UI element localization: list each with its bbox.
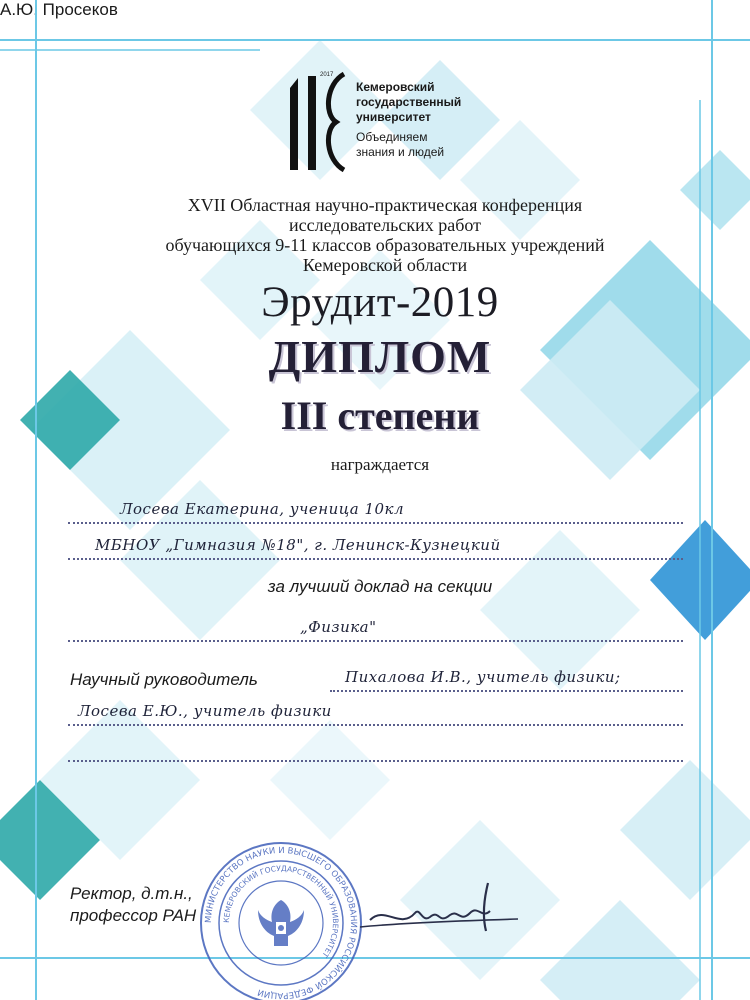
recipient-line-2: МБНОУ „Гимназия №18", г. Ленинск-Кузнецкий — [95, 536, 501, 554]
conference-heading — [60, 195, 710, 275]
diploma-title: ДИПЛОМ — [268, 331, 492, 382]
event-title: Эрудит-2019 — [261, 279, 499, 326]
diploma-degree: III степени — [280, 393, 480, 438]
bg-diamond — [540, 900, 700, 1000]
supervisor-line-2: Лосева Е.Ю., учитель физики — [78, 702, 332, 720]
dotted-line — [330, 690, 683, 692]
logo-year: 2017 — [320, 72, 334, 78]
dotted-line — [68, 522, 683, 524]
rector-title-line: Ректор, д.т.н., — [70, 884, 193, 903]
seal-inner-text: КЕМЕРОВСКИЙ ГОСУДАРСТВЕННЫЙ УНИВЕРСИТЕТ — [221, 863, 341, 960]
university-logo-mark — [286, 70, 354, 174]
university-slogan — [356, 130, 444, 160]
bg-diamond — [480, 530, 640, 690]
university-logo — [286, 70, 466, 180]
slogan-line: Объединяем — [356, 130, 428, 144]
heading-line: обучающихся 9-11 классов образовательных учреждений — [165, 235, 605, 255]
dotted-line — [68, 558, 683, 560]
awarded-label: награждается — [330, 455, 430, 474]
university-name-line: университет — [356, 110, 431, 124]
dotted-line — [68, 760, 683, 762]
university-name-line: государственный — [356, 95, 462, 109]
bg-diamond — [270, 720, 390, 840]
report-label: за лучший доклад на секции — [267, 577, 493, 596]
seal-outer-text: МИНИСТЕРСТВО НАУКИ И ВЫСШЕГО ОБРАЗОВАНИЯ РОССИЙСКОЙ ФЕДЕРАЦИИ — [203, 845, 359, 1000]
dotted-line — [68, 724, 683, 726]
rector-title-line: профессор РАН — [70, 906, 197, 925]
rector-signature — [360, 875, 520, 945]
section-name: „Физика" — [300, 618, 377, 636]
supervisor-label: Научный руководитель — [70, 670, 258, 689]
university-seal — [196, 838, 366, 1000]
heading-line: XVII Областная научно-практическая конференция — [187, 195, 583, 215]
university-name-line: Кемеровский — [356, 80, 435, 94]
rector-name: А.Ю. Просеков — [0, 0, 118, 19]
heading-line: Кемеровской области — [302, 255, 468, 275]
university-name — [356, 80, 461, 125]
heading-line: исследовательских работ — [289, 215, 481, 235]
bg-diamond — [620, 760, 750, 900]
supervisor-line-1: Пихалова И.В., учитель физики; — [345, 668, 621, 686]
recipient-line-1: Лосева Екатерина, ученица 10кл — [120, 500, 405, 518]
eagle-emblem-icon — [258, 900, 304, 946]
dotted-line — [68, 640, 683, 642]
slogan-line: знания и людей — [356, 145, 445, 159]
